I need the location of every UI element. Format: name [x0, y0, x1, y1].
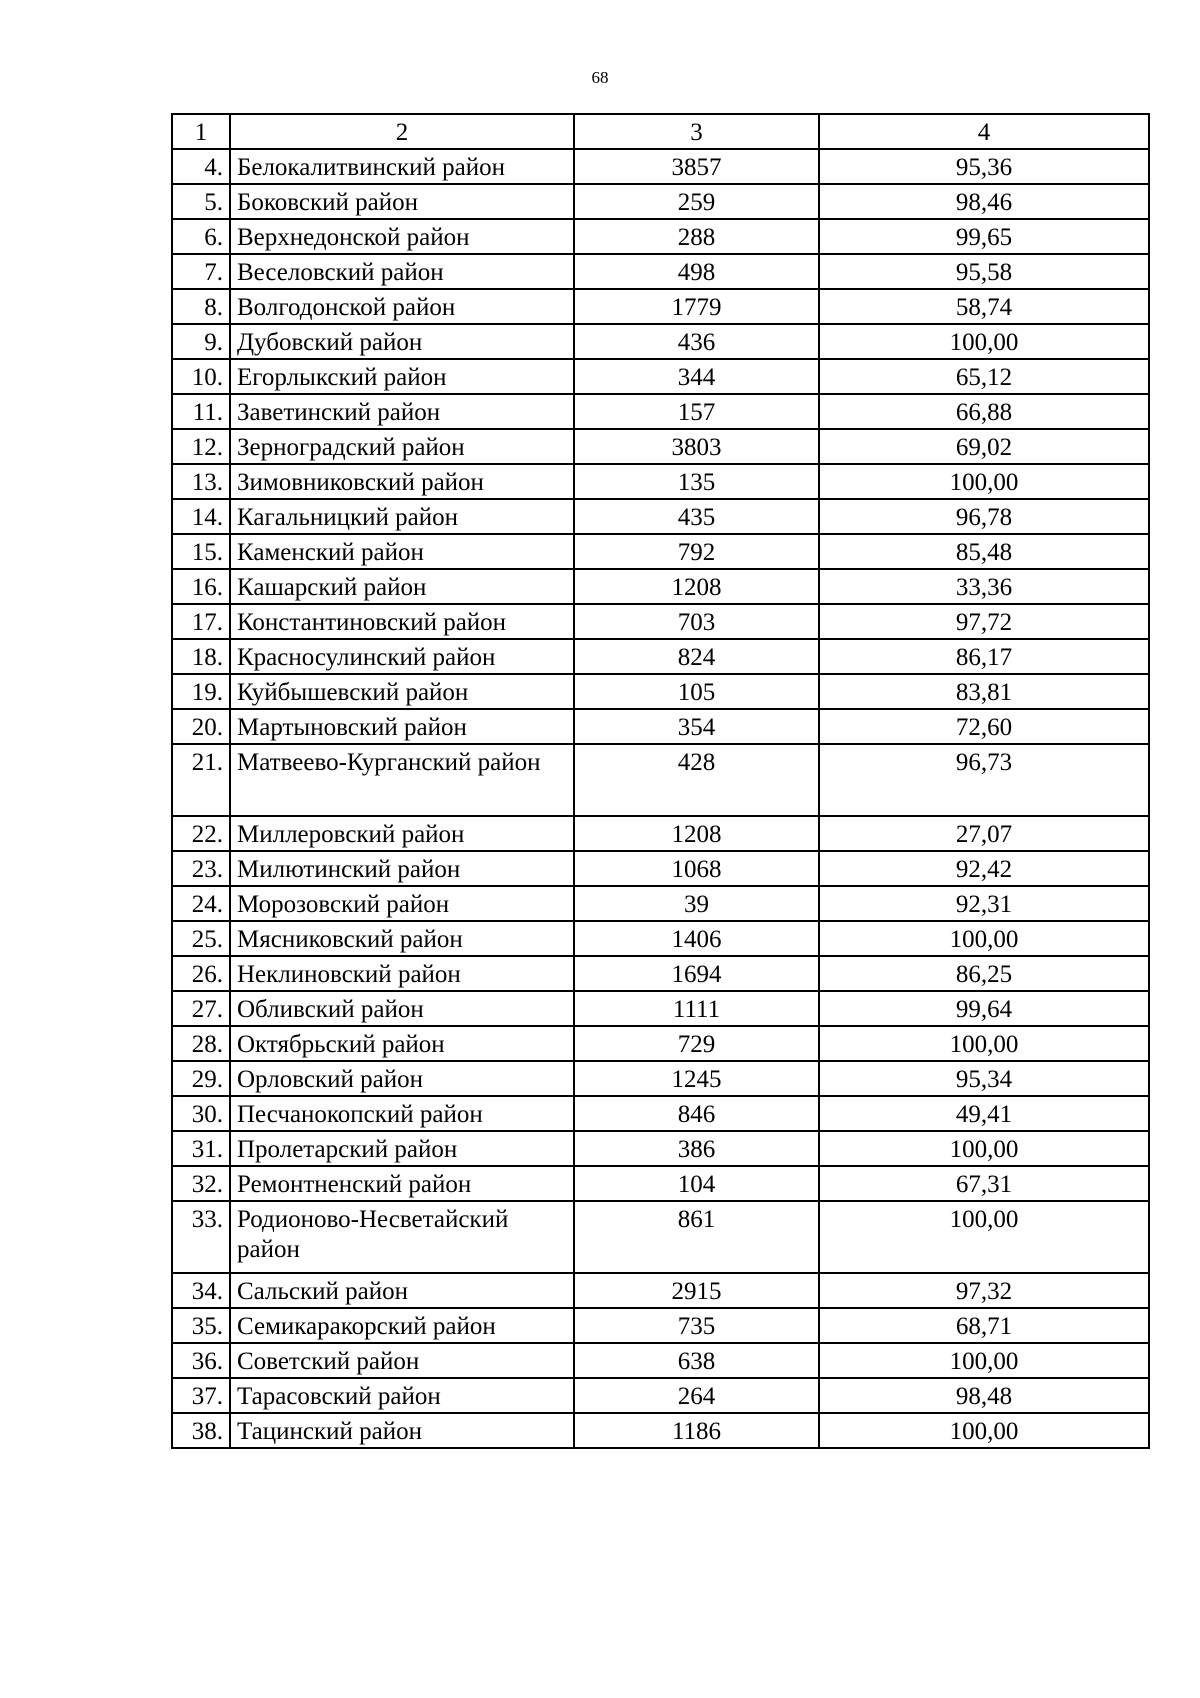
percent-cell: 100,00	[819, 1026, 1149, 1061]
count-cell: 1111	[574, 991, 819, 1026]
table-row	[172, 1308, 1149, 1343]
percent-cell: 86,17	[819, 639, 1149, 674]
row-number-cell: 36.	[172, 1343, 230, 1378]
table-row	[172, 709, 1149, 744]
count-cell: 288	[574, 219, 819, 254]
count-cell: 1068	[574, 851, 819, 886]
count-cell: 428	[574, 744, 819, 816]
row-number-cell: 18.	[172, 639, 230, 674]
table-row	[172, 956, 1149, 991]
percent-cell: 95,58	[819, 254, 1149, 289]
percent-cell: 68,71	[819, 1308, 1149, 1343]
percent-cell: 100,00	[819, 1201, 1149, 1273]
table-row	[172, 464, 1149, 499]
table-row	[172, 921, 1149, 956]
percent-cell: 96,73	[819, 744, 1149, 816]
count-cell: 386	[574, 1131, 819, 1166]
district-name-cell: Зерноградский район	[230, 429, 574, 464]
district-name-cell: Белокалитвинский район	[230, 149, 574, 184]
table-row	[172, 289, 1149, 324]
header-cell-3: 3	[574, 114, 819, 149]
district-name-cell: Мясниковский район	[230, 921, 574, 956]
district-name-cell: Кагальницкий район	[230, 499, 574, 534]
row-number-cell: 7.	[172, 254, 230, 289]
count-cell: 3803	[574, 429, 819, 464]
table-row	[172, 744, 1149, 816]
table-body	[172, 114, 1149, 1448]
district-name-cell: Песчанокопский район	[230, 1096, 574, 1131]
percent-cell: 98,46	[819, 184, 1149, 219]
district-name-cell: Неклиновский район	[230, 956, 574, 991]
table-row	[172, 674, 1149, 709]
row-number-cell: 12.	[172, 429, 230, 464]
row-number-cell: 4.	[172, 149, 230, 184]
count-cell: 39	[574, 886, 819, 921]
row-number-cell: 32.	[172, 1166, 230, 1201]
table-row	[172, 324, 1149, 359]
table-row	[172, 499, 1149, 534]
row-number-cell: 34.	[172, 1273, 230, 1308]
count-cell: 1406	[574, 921, 819, 956]
row-number-cell: 26.	[172, 956, 230, 991]
row-number-cell: 29.	[172, 1061, 230, 1096]
row-number-cell: 27.	[172, 991, 230, 1026]
district-name-cell: Обливский район	[230, 991, 574, 1026]
percent-cell: 69,02	[819, 429, 1149, 464]
percent-cell: 67,31	[819, 1166, 1149, 1201]
percent-cell: 99,64	[819, 991, 1149, 1026]
count-cell: 105	[574, 674, 819, 709]
percent-cell: 83,81	[819, 674, 1149, 709]
district-name-cell: Боковский район	[230, 184, 574, 219]
row-number-cell: 9.	[172, 324, 230, 359]
district-name-cell: Кашарский район	[230, 569, 574, 604]
count-cell: 1186	[574, 1413, 819, 1448]
count-cell: 259	[574, 184, 819, 219]
percent-cell: 97,32	[819, 1273, 1149, 1308]
district-name-cell: Морозовский район	[230, 886, 574, 921]
table-row	[172, 429, 1149, 464]
count-cell: 344	[574, 359, 819, 394]
row-number-cell: 20.	[172, 709, 230, 744]
table-row	[172, 604, 1149, 639]
district-name-cell: Ремонтненский район	[230, 1166, 574, 1201]
district-name-cell: Константиновский район	[230, 604, 574, 639]
row-number-cell: 35.	[172, 1308, 230, 1343]
row-number-cell: 17.	[172, 604, 230, 639]
percent-cell: 97,72	[819, 604, 1149, 639]
table-row	[172, 184, 1149, 219]
data-table	[171, 113, 1150, 1449]
page-number: 68	[591, 68, 609, 87]
table-row	[172, 639, 1149, 674]
header-cell-4: 4	[819, 114, 1149, 149]
district-name-cell: Милютинский район	[230, 851, 574, 886]
table-row	[172, 149, 1149, 184]
count-cell: 638	[574, 1343, 819, 1378]
percent-cell: 100,00	[819, 1343, 1149, 1378]
count-cell: 498	[574, 254, 819, 289]
percent-cell: 96,78	[819, 499, 1149, 534]
district-name-cell: Пролетарский район	[230, 1131, 574, 1166]
table-row	[172, 886, 1149, 921]
count-cell: 1208	[574, 816, 819, 851]
district-name-cell: Орловский район	[230, 1061, 574, 1096]
percent-cell: 95,36	[819, 149, 1149, 184]
district-name-cell: Каменский район	[230, 534, 574, 569]
percent-cell: 86,25	[819, 956, 1149, 991]
row-number-cell: 19.	[172, 674, 230, 709]
district-name-cell: Миллеровский район	[230, 816, 574, 851]
count-cell: 703	[574, 604, 819, 639]
percent-cell: 92,42	[819, 851, 1149, 886]
row-number-cell: 22.	[172, 816, 230, 851]
row-number-cell: 25.	[172, 921, 230, 956]
row-number-cell: 11.	[172, 394, 230, 429]
district-name-cell: Октябрьский район	[230, 1026, 574, 1061]
count-cell: 435	[574, 499, 819, 534]
district-name-cell: Волгодонской район	[230, 289, 574, 324]
district-name-cell: Родионово-Несветайский район	[230, 1201, 574, 1273]
percent-cell: 100,00	[819, 1131, 1149, 1166]
percent-cell: 33,36	[819, 569, 1149, 604]
count-cell: 104	[574, 1166, 819, 1201]
row-number-cell: 15.	[172, 534, 230, 569]
count-cell: 2915	[574, 1273, 819, 1308]
percent-cell: 100,00	[819, 464, 1149, 499]
percent-cell: 72,60	[819, 709, 1149, 744]
table-row	[172, 534, 1149, 569]
percent-cell: 92,31	[819, 886, 1149, 921]
district-name-cell: Красносулинский район	[230, 639, 574, 674]
table-row	[172, 254, 1149, 289]
count-cell: 3857	[574, 149, 819, 184]
district-name-cell: Заветинский район	[230, 394, 574, 429]
row-number-cell: 24.	[172, 886, 230, 921]
row-number-cell: 6.	[172, 219, 230, 254]
table-row	[172, 816, 1149, 851]
row-number-cell: 30.	[172, 1096, 230, 1131]
row-number-cell: 21.	[172, 744, 230, 816]
percent-cell: 100,00	[819, 1413, 1149, 1448]
table-row	[172, 1273, 1149, 1308]
count-cell: 735	[574, 1308, 819, 1343]
row-number-cell: 37.	[172, 1378, 230, 1413]
count-cell: 846	[574, 1096, 819, 1131]
table-row	[172, 1378, 1149, 1413]
count-cell: 354	[574, 709, 819, 744]
percent-cell: 85,48	[819, 534, 1149, 569]
district-name-cell: Матвеево-Курганский район	[230, 744, 574, 816]
row-number-cell: 5.	[172, 184, 230, 219]
table-row	[172, 394, 1149, 429]
table-row	[172, 219, 1149, 254]
table-row	[172, 1026, 1149, 1061]
count-cell: 264	[574, 1378, 819, 1413]
count-cell: 729	[574, 1026, 819, 1061]
table-row	[172, 1131, 1149, 1166]
count-cell: 1779	[574, 289, 819, 324]
district-name-cell: Куйбышевский район	[230, 674, 574, 709]
header-cell-2: 2	[230, 114, 574, 149]
district-name-cell: Зимовниковский район	[230, 464, 574, 499]
count-cell: 792	[574, 534, 819, 569]
count-cell: 436	[574, 324, 819, 359]
count-cell: 1245	[574, 1061, 819, 1096]
percent-cell: 65,12	[819, 359, 1149, 394]
row-number-cell: 14.	[172, 499, 230, 534]
table-row	[172, 1061, 1149, 1096]
percent-cell: 100,00	[819, 324, 1149, 359]
district-name-cell: Сальский район	[230, 1273, 574, 1308]
count-cell: 1694	[574, 956, 819, 991]
district-name-cell: Советский район	[230, 1343, 574, 1378]
percent-cell: 98,48	[819, 1378, 1149, 1413]
row-number-cell: 28.	[172, 1026, 230, 1061]
count-cell: 1208	[574, 569, 819, 604]
table-row	[172, 359, 1149, 394]
row-number-cell: 38.	[172, 1413, 230, 1448]
row-number-cell: 16.	[172, 569, 230, 604]
district-name-cell: Семикаракорский район	[230, 1308, 574, 1343]
count-cell: 824	[574, 639, 819, 674]
table-row	[172, 1413, 1149, 1448]
district-name-cell: Тацинский район	[230, 1413, 574, 1448]
district-name-cell: Егорлыкский район	[230, 359, 574, 394]
district-name-cell: Дубовский район	[230, 324, 574, 359]
district-name-cell: Верхнедонской район	[230, 219, 574, 254]
district-name-cell: Тарасовский район	[230, 1378, 574, 1413]
table-header-row	[172, 114, 1149, 149]
percent-cell: 66,88	[819, 394, 1149, 429]
row-number-cell: 33.	[172, 1201, 230, 1273]
percent-cell: 49,41	[819, 1096, 1149, 1131]
row-number-cell: 13.	[172, 464, 230, 499]
header-cell-1: 1	[172, 114, 230, 149]
count-cell: 135	[574, 464, 819, 499]
table-row	[172, 851, 1149, 886]
row-number-cell: 31.	[172, 1131, 230, 1166]
table-row	[172, 1201, 1149, 1273]
row-number-cell: 23.	[172, 851, 230, 886]
table-row	[172, 1096, 1149, 1131]
district-name-cell: Мартыновский район	[230, 709, 574, 744]
row-number-cell: 10.	[172, 359, 230, 394]
table-row	[172, 991, 1149, 1026]
percent-cell: 27,07	[819, 816, 1149, 851]
count-cell: 861	[574, 1201, 819, 1273]
table-row	[172, 1166, 1149, 1201]
percent-cell: 99,65	[819, 219, 1149, 254]
row-number-cell: 8.	[172, 289, 230, 324]
percent-cell: 100,00	[819, 921, 1149, 956]
table-row	[172, 569, 1149, 604]
percent-cell: 58,74	[819, 289, 1149, 324]
count-cell: 157	[574, 394, 819, 429]
table-row	[172, 1343, 1149, 1378]
district-name-cell: Веселовский район	[230, 254, 574, 289]
percent-cell: 95,34	[819, 1061, 1149, 1096]
